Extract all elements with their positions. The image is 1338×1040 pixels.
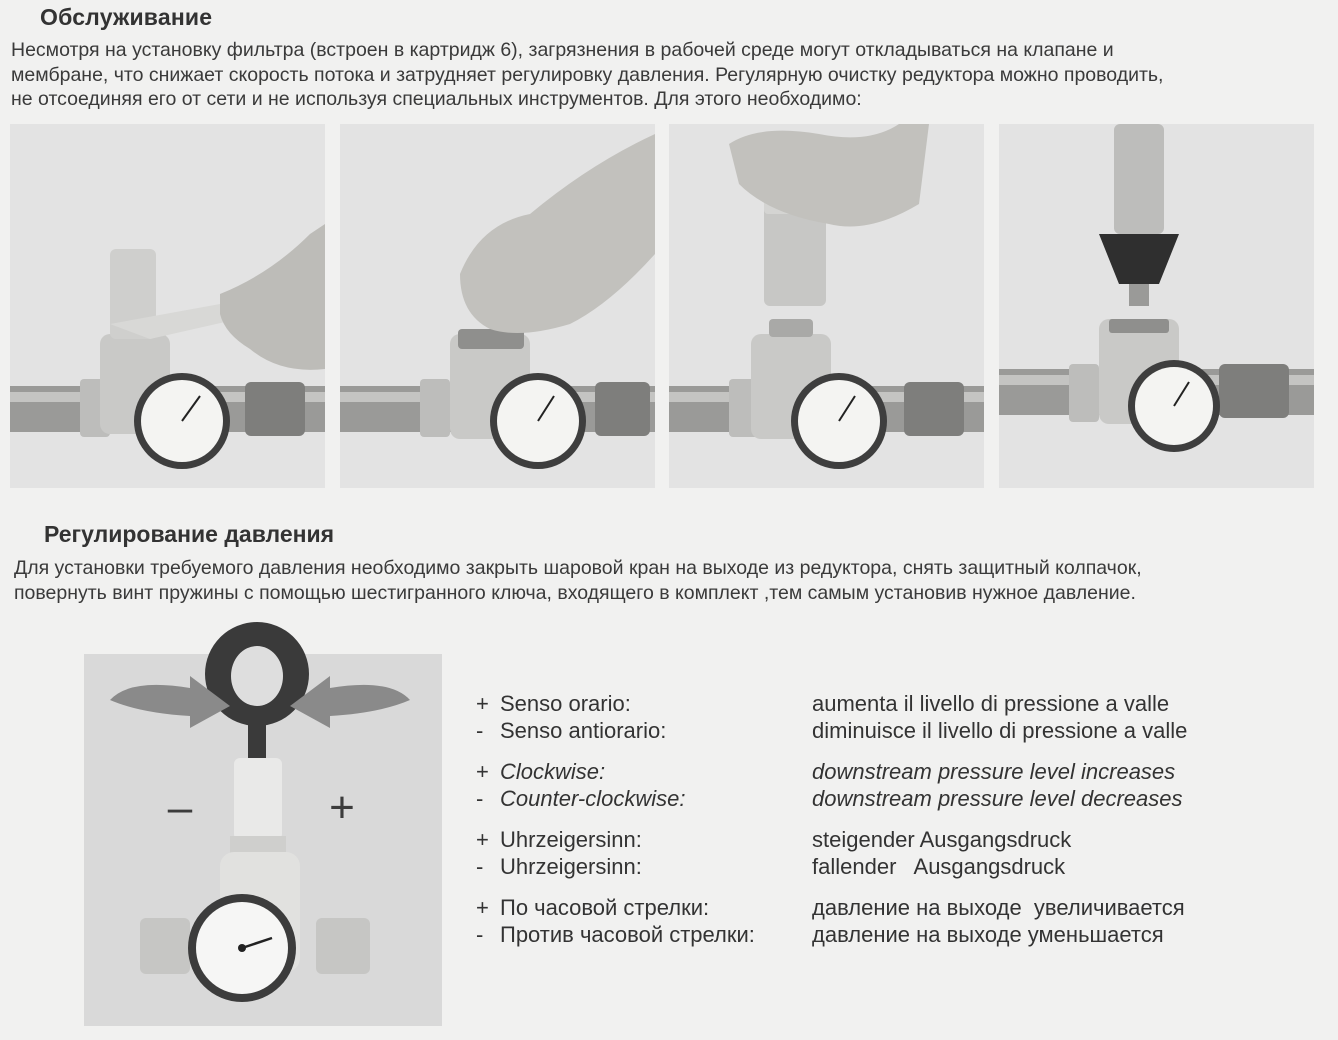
legend-effect: давление на выходе увеличивается [812,895,1185,920]
legend-effect: steigender Ausgangsdruck [812,827,1072,852]
legend-direction: Clockwise: [500,759,606,784]
legend-effect: aumenta il livello di pressione a valle [812,691,1170,716]
maintenance-text-line: Несмотря на установку фильтра (встроен в картридж 6), загрязнения в рабочей среде могут откладываться на клапане и [11,39,1114,61]
legend-effect: diminuisce il livello di pressione a valle [812,718,1188,743]
legend-effect: downstream pressure level increases [812,759,1176,784]
legend-row [476,894,1276,921]
legend-row [476,826,1276,853]
legend-row [476,853,1276,880]
legend-direction: Senso orario: [500,691,631,716]
regulation-text-line: повернуть винт пружины с помощью шестигранного ключа, входящего в комплект ,тем самым установив нужное давление. [14,581,1136,604]
maintenance-text-line: не отсоединяя его от сети и не используя специальных инструментов. Для этого необходимо: [11,88,862,110]
rotation-legend [476,690,1276,962]
legend-row [476,690,1276,717]
legend-row [476,921,1276,948]
minus-sign: – [167,783,193,832]
legend-direction: Против часовой стрелки: [500,922,755,947]
regulation-text [14,556,1324,605]
legend-direction: Uhrzeigersinn: [500,827,642,852]
legend-row [476,717,1276,744]
legend-sign: - [476,922,484,947]
legend-group-english [476,758,1276,812]
plus-sign: + [329,783,355,832]
maintenance-text [11,38,1317,112]
regulation-text-line: Для установки требуемого давления необходимо закрыть шаровой кран на выходе из редуктора, снять защитный колпачок, [14,557,1142,579]
maintenance-photo-strip [10,124,1314,488]
legend-row [476,758,1276,785]
pressure-adjust-illustration [70,618,450,1030]
photo-step-2 [340,124,655,488]
photo-step-3 [669,124,984,488]
photo-step-1 [10,124,325,488]
legend-effect: downstream pressure level decreases [812,786,1183,811]
legend-group-german [476,826,1276,880]
legend-group-italian [476,690,1276,744]
legend-sign: + [476,691,489,716]
maintenance-title: Обслуживание [40,4,213,30]
maintenance-text-line: мембране, что снижает скорость потока и затрудняет регулировку давления. Регулярную очистку редуктора можно проводить, [11,63,1164,86]
photo-step-4 [999,124,1314,488]
legend-sign: - [476,786,484,811]
legend-sign: - [476,854,484,879]
legend-direction: По часовой стрелки: [500,895,710,920]
regulation-title: Регулирование давления [44,521,335,547]
legend-row [476,785,1276,812]
legend-effect: fallender Ausgangsdruck [812,854,1066,879]
legend-group-russian [476,894,1276,948]
legend-sign: - [476,718,484,743]
legend-direction: Counter-clockwise: [500,786,686,811]
legend-sign: + [476,759,489,784]
legend-effect: давление на выходе уменьшается [812,922,1164,947]
legend-sign: + [476,895,489,920]
legend-direction: Uhrzeigersinn: [500,854,642,879]
legend-sign: + [476,827,489,852]
legend-direction: Senso antiorario: [500,718,667,743]
